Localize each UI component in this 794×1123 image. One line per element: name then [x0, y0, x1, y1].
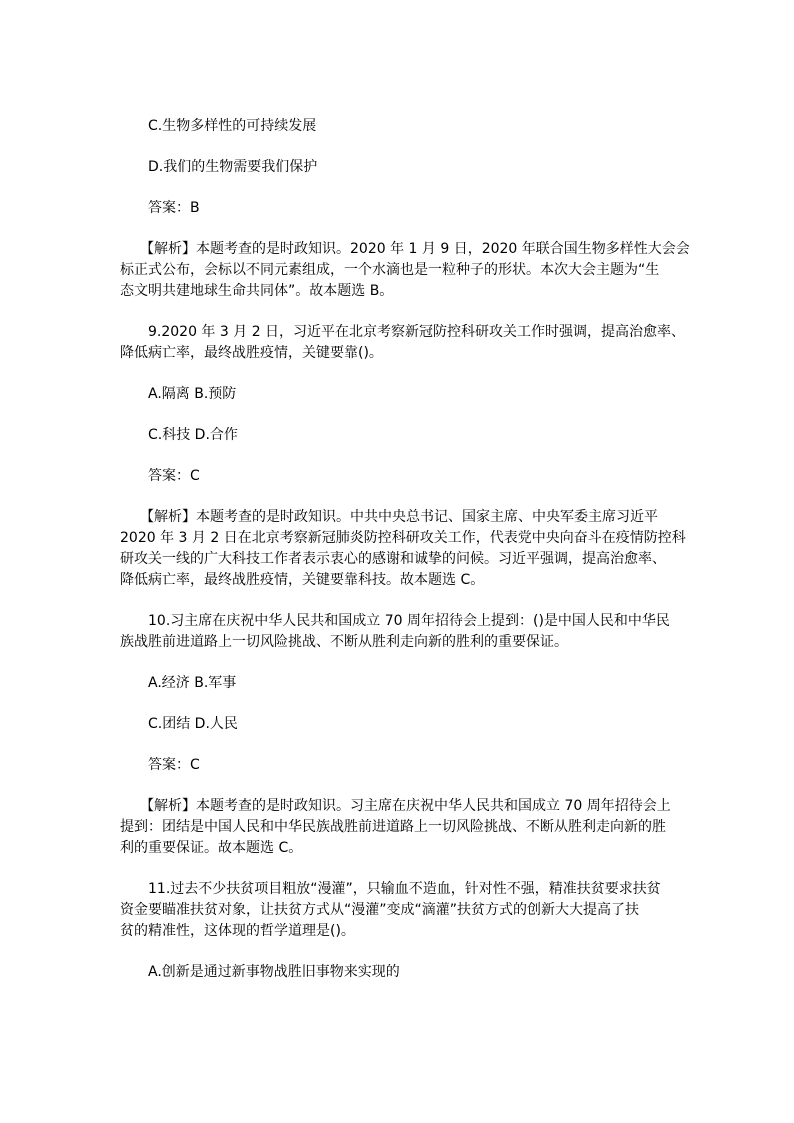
- text-line: C.团结 D.人民: [148, 716, 238, 732]
- answer-paragraph: [120, 755, 672, 776]
- option-paragraph: [120, 116, 672, 137]
- analysis-paragraph: [120, 507, 686, 591]
- text-line: 【解析】本题考查的是时政知识。2020 年 1 月 9 日，2020 年联合国生物多样性大会会: [140, 241, 690, 257]
- text-line: 答案：B: [148, 200, 200, 216]
- text-line: A.经济 B.军事: [148, 675, 237, 691]
- question-paragraph: [120, 611, 672, 653]
- text-line: 【解析】本题考查的是时政知识。中共中央总书记、国家主席、中央军委主席习近平: [140, 509, 658, 525]
- text-line: 降低病亡率，最终战胜疫情，关键要靠科技。故本题选 C。: [120, 572, 485, 588]
- text-line: 11.过去不少扶贫项目粗放“漫灌”，只输血不造血，针对性不强，精准扶贫要求扶贫: [148, 881, 661, 897]
- text-line: A.创新是通过新事物战胜旧事物来实现的: [148, 964, 400, 980]
- option-paragraph: [120, 157, 672, 178]
- text-line: C.生物多样性的可持续发展: [148, 118, 317, 134]
- answer-paragraph: [120, 466, 672, 487]
- text-line: 资金要瞄准扶贫对象，让扶贫方式从“漫灌”变成“滴灌”扶贫方式的创新大大提高了扶: [120, 902, 640, 918]
- text-line: D.我们的生物需要我们保护: [148, 159, 318, 175]
- analysis-paragraph: [120, 239, 690, 302]
- answer-paragraph: [120, 198, 672, 219]
- text-line: 答案：C: [148, 757, 200, 773]
- option-paragraph: [120, 962, 672, 983]
- text-line: 态文明共建地球生命共同体”。故本题选 B。: [120, 283, 394, 299]
- text-line: 降低病亡率，最终战胜疫情，关键要靠()。: [120, 345, 383, 361]
- text-line: 【解析】本题考查的是时政知识。习主席在庆祝中华人民共和国成立 70 周年招待会上: [140, 798, 671, 814]
- option-paragraph: [120, 673, 672, 694]
- question-paragraph: [120, 322, 686, 364]
- option-paragraph: [120, 714, 672, 735]
- text-line: A.隔离 B.预防: [148, 386, 237, 402]
- document-page: [120, 116, 690, 1003]
- text-line: 贫的精准性，这体现的哲学道理是()。: [120, 923, 355, 939]
- text-line: 利的重要保证。故本题选 C。: [120, 840, 303, 856]
- text-line: 答案：C: [148, 468, 200, 484]
- text-line: C.科技 D.合作: [148, 427, 238, 443]
- text-line: 研攻关一线的广大科技工作者表示衷心的感谢和诚挚的问候。习近平强调，提高治愈率、: [120, 551, 666, 567]
- option-paragraph: [120, 425, 672, 446]
- question-paragraph: [120, 879, 672, 942]
- option-paragraph: [120, 384, 672, 405]
- analysis-paragraph: [120, 796, 672, 859]
- text-line: 族战胜前进道路上一切风险挑战、不断从胜利走向新的胜利的重要保证。: [120, 634, 568, 650]
- text-line: 2020 年 3 月 2 日在北京考察新冠肺炎防控科研攻关工作，代表党中央向奋斗在疫情防控科: [120, 530, 686, 546]
- text-line: 提到：团结是中国人民和中华民族战胜前进道路上一切风险挑战、不断从胜利走向新的胜: [120, 819, 666, 835]
- text-line: 9.2020 年 3 月 2 日，习近平在北京考察新冠防控科研攻关工作时强调，提高治愈率、: [148, 324, 686, 340]
- text-line: 标正式公布，会标以不同元素组成，一个水滴也是一粒种子的形状。本次大会主题为“生: [120, 262, 660, 278]
- text-line: 10.习主席在庆祝中华人民共和国成立 70 周年招待会上提到：()是中国人民和中华民: [148, 613, 670, 629]
